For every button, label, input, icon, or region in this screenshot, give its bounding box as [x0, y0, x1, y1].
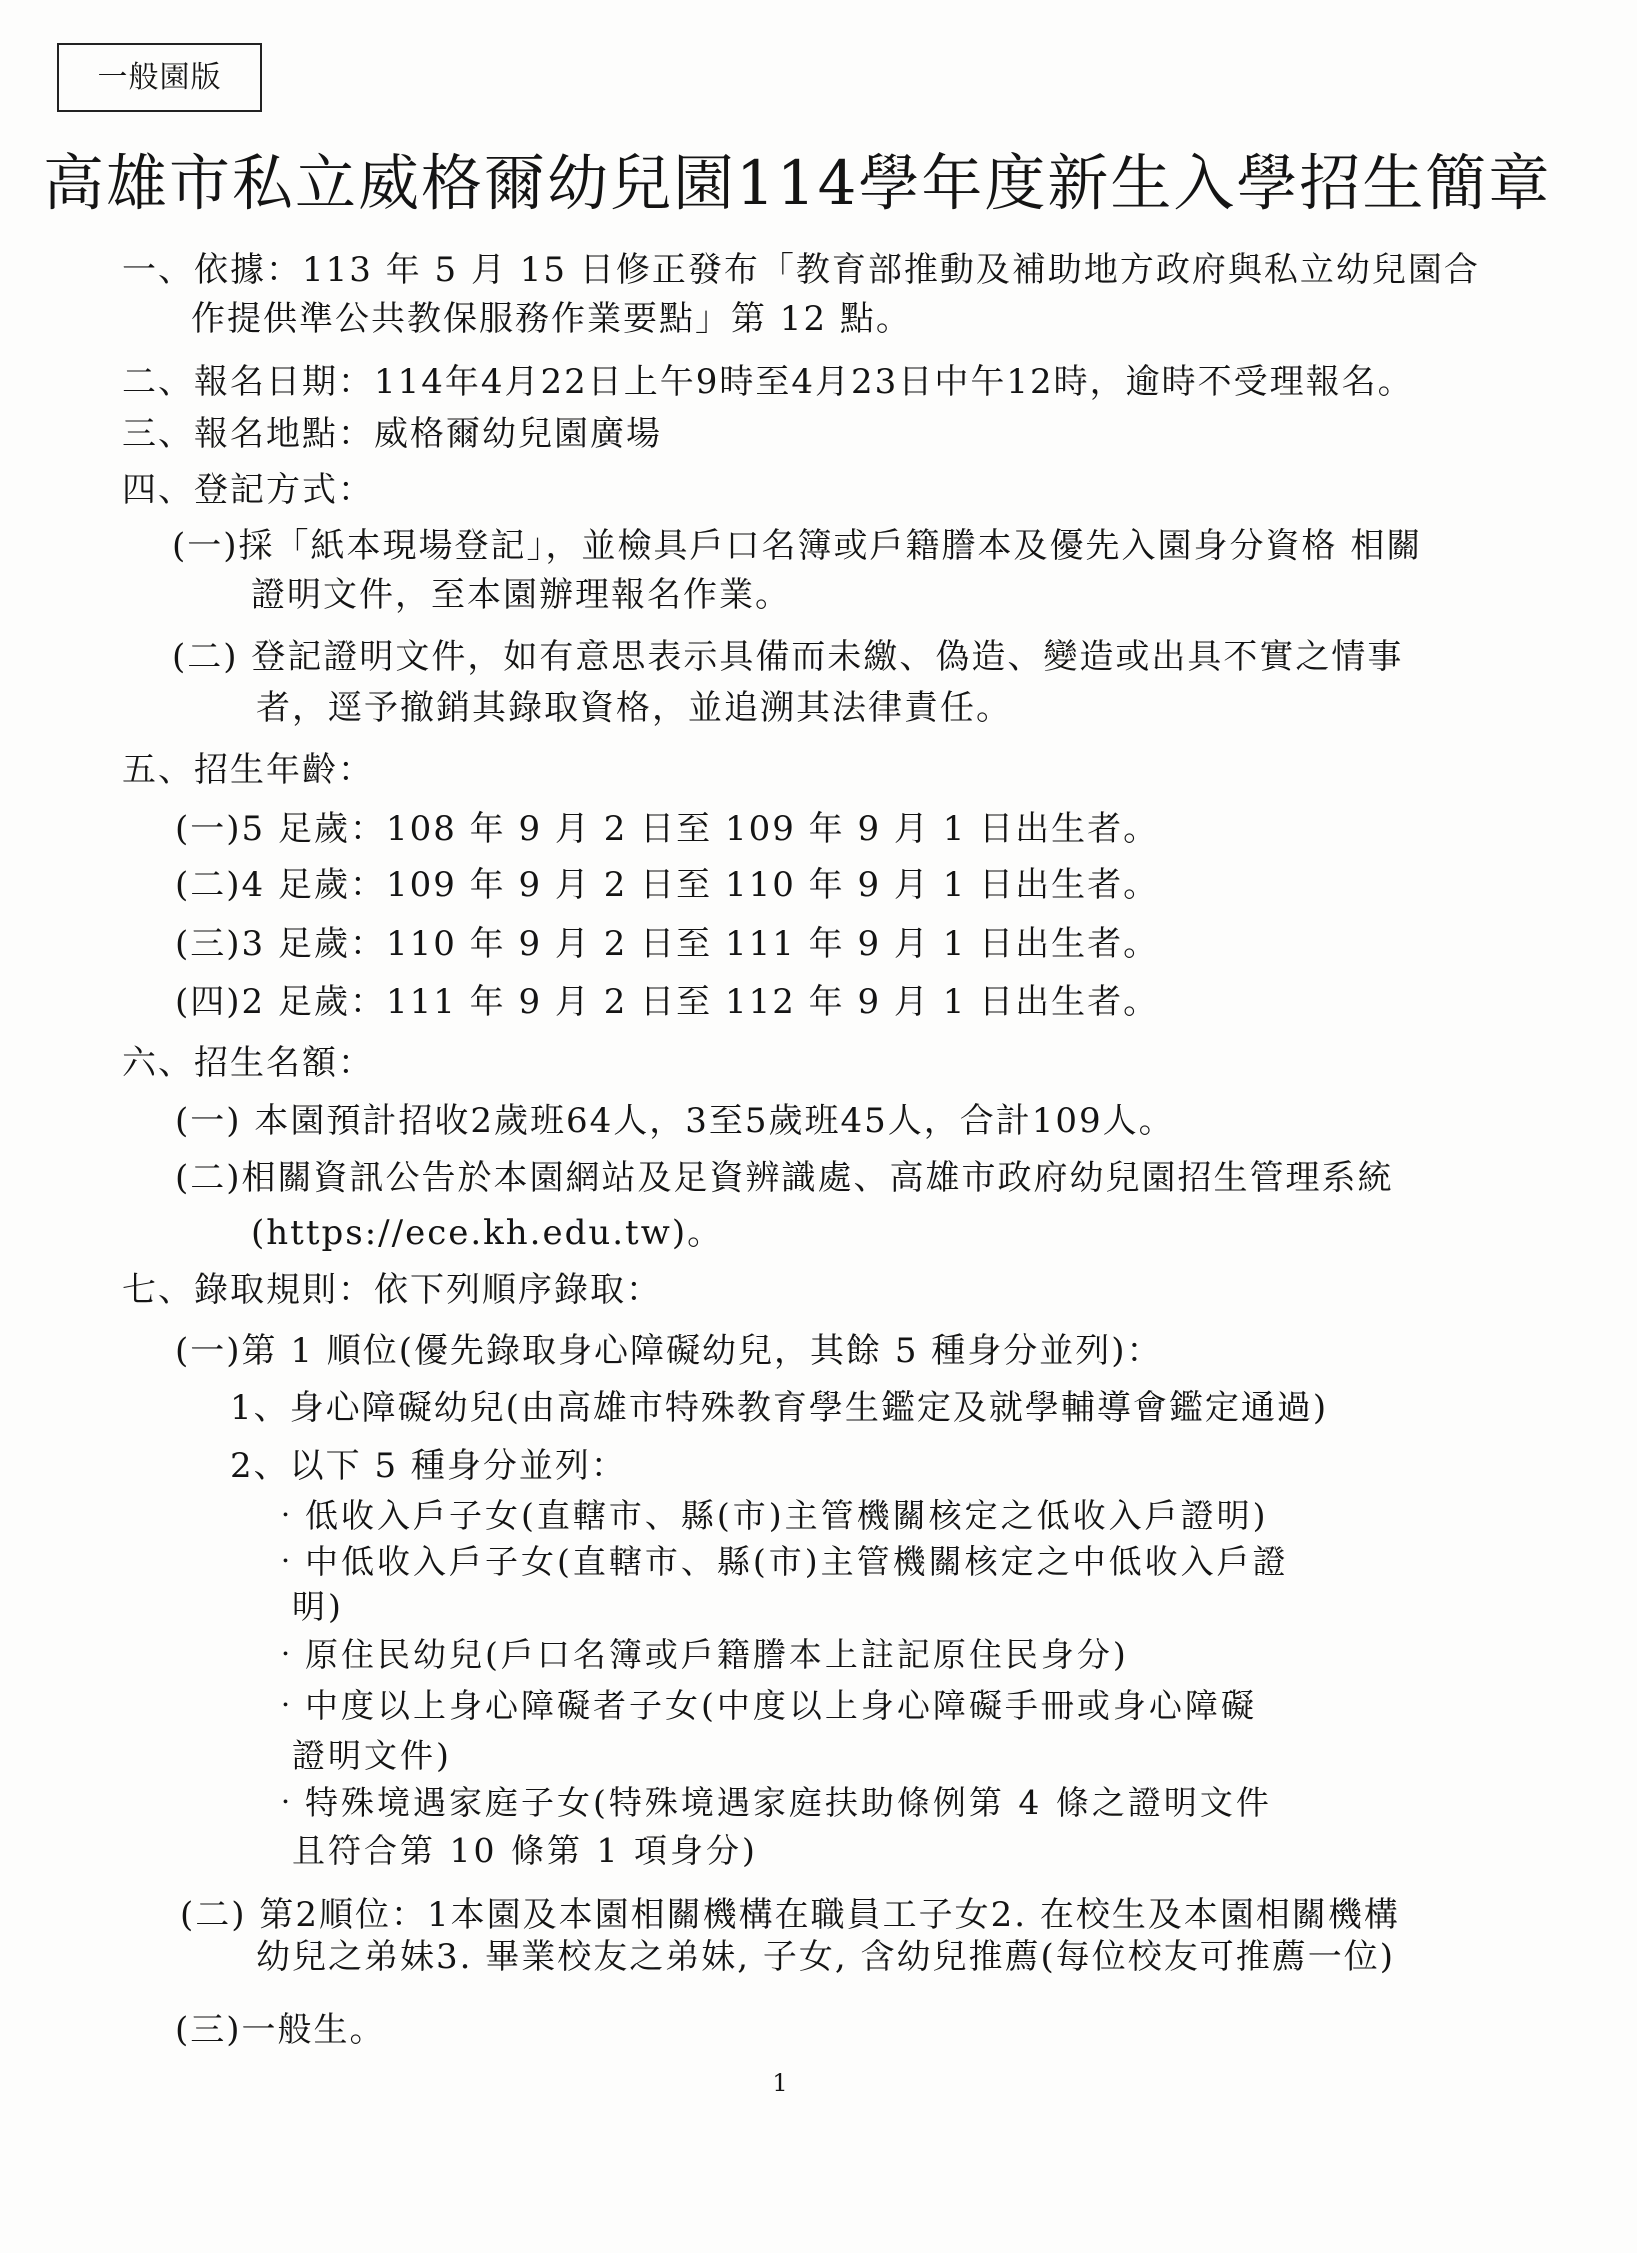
bullet-low-income: ‧低收入戶子女(直轄市、縣(市)主管機關核定之低收入戶證明): [269, 1496, 1269, 1535]
page-number: 1: [772, 2069, 788, 2097]
section-4-heading: 四、登記方式：: [122, 470, 374, 510]
section-5-item-3: (三)3 足歲：110 年 9 月 2 日至 111 年 9 月 1 日出生者。: [175, 924, 1160, 964]
bullet-special-family-line-1: ‧特殊境遇家庭子女(特殊境遇家庭扶助條例第 4 條之證明文件: [269, 1783, 1272, 1822]
section-3-registration-place: 三、報名地點：威格爾幼兒園廣場: [122, 414, 662, 454]
section-7-heading: 七、錄取規則：依下列順序錄取：: [122, 1270, 662, 1310]
section-5-item-1: (一)5 足歲：108 年 9 月 2 日至 109 年 9 月 1 日出生者。: [175, 809, 1160, 849]
section-4-item-2-line-2: 者，逕予撤銷其錄取資格，並追溯其法律責任。: [256, 688, 1012, 728]
edition-label-box: 一般園版: [57, 43, 262, 112]
bullet-disability-parent-line-1: ‧中度以上身心障礙者子女(中度以上身心障礙手冊或身心障礙: [269, 1686, 1257, 1725]
section-6-heading: 六、招生名額：: [122, 1043, 374, 1083]
section-2-registration-date: 二、報名日期：114年4月22日上午9時至4月23日中午12時，逾時不受理報名。: [122, 362, 1414, 402]
section-4-item-1-line-2: 證明文件，至本園辦理報名作業。: [251, 575, 791, 615]
section-7-subitem-1: 1、身心障礙幼兒(由高雄市特殊教育學生鑑定及就學輔導會鑑定通過): [230, 1388, 1329, 1428]
bullet-special-family-line-2: 且符合第 10 條第 1 項身分): [292, 1831, 758, 1870]
section-1-line-1: 一、依據：113 年 5 月 15 日修正發布「教育部推動及補助地方政府與私立幼兒園合: [122, 250, 1480, 290]
section-6-item-1: (一) 本園預計招收2歲班64人，3至5歲班45人，合計109人。: [175, 1101, 1175, 1141]
section-7-item-2-line-2: 幼兒之弟妹3. 畢業校友之弟妹, 子女, 含幼兒推薦(每位校友可推薦一位): [256, 1937, 1396, 1977]
section-4-item-1-line-1: (一)採「紙本現場登記」，並檢具戶口名簿或戶籍謄本及優先入園身分資格 相關: [172, 526, 1423, 566]
bullet-middle-low-income-line-1: ‧中低收入戶子女(直轄市、縣(市)主管機關核定之中低收入戶證: [269, 1542, 1289, 1581]
section-6-item-2-url: (https://ece.kh.edu.tw)。: [251, 1213, 724, 1253]
bullet-middle-low-income-line-2: 明): [292, 1587, 344, 1626]
bullet-disability-parent-line-2: 證明文件): [292, 1736, 452, 1775]
section-5-item-4: (四)2 足歲：111 年 9 月 2 日至 112 年 9 月 1 日出生者。: [175, 982, 1160, 1022]
section-7-subitem-2: 2、以下 5 種身分並列：: [230, 1446, 627, 1486]
section-4-item-2-line-1: (二) 登記證明文件，如有意思表示具備而未繳、偽造、變造或出具不實之情事: [172, 637, 1404, 677]
section-5-heading: 五、招生年齡：: [122, 750, 374, 790]
document-title: 高雄市私立威格爾幼兒園114學年度新生入學招生簡章: [43, 148, 1552, 219]
section-1-line-2: 作提供準公共教保服務作業要點」第 12 點。: [191, 299, 912, 339]
section-7-item-3: (三)一般生。: [175, 2010, 386, 2050]
section-5-item-2: (二)4 足歲：109 年 9 月 2 日至 110 年 9 月 1 日出生者。: [175, 865, 1160, 905]
section-7-item-1: (一)第 1 順位(優先錄取身心障礙幼兒，其餘 5 種身分並列)：: [175, 1331, 1163, 1371]
section-7-item-2-line-1: (二) 第2順位：1本園及本園相關機構在職員工子女2. 在校生及本園相關機構: [180, 1895, 1400, 1935]
section-6-item-2-line-1: (二)相關資訊公告於本園網站及足資辨識處、高雄市政府幼兒園招生管理系統: [175, 1158, 1394, 1198]
bullet-indigenous: ‧原住民幼兒(戶口名簿或戶籍謄本上註記原住民身分): [269, 1635, 1129, 1674]
